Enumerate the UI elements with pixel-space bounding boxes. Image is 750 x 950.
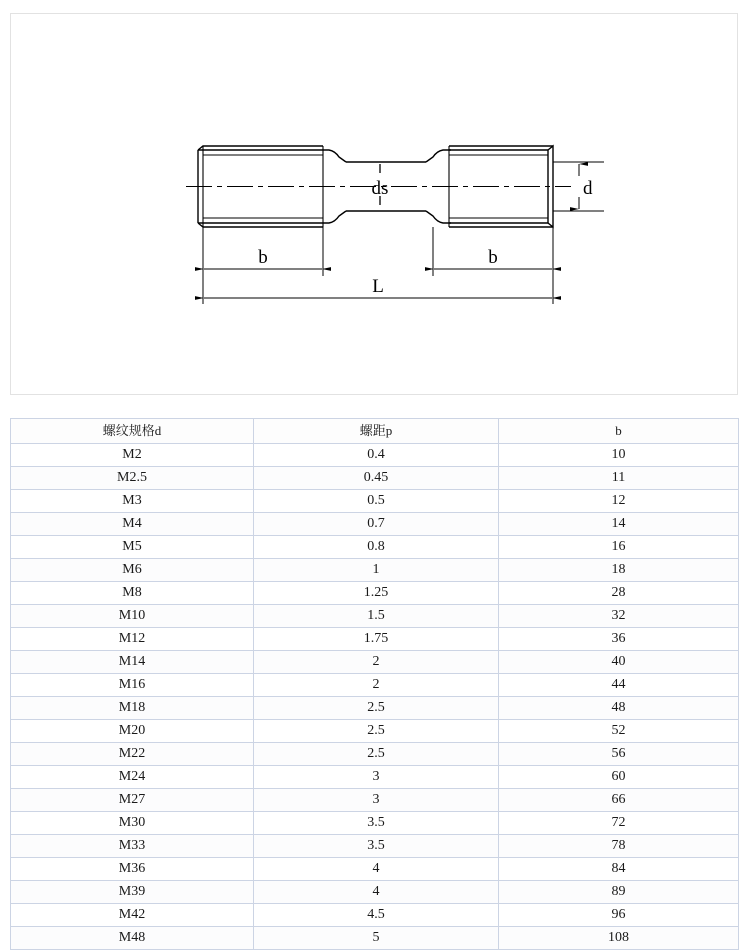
column-header-thread-spec: [11, 419, 254, 444]
cell-b: 12: [499, 490, 739, 513]
cell-b: 89: [499, 881, 739, 904]
drawing-panel: [10, 13, 738, 395]
cell-p: 2: [254, 674, 499, 697]
cell-b: 108: [499, 927, 739, 950]
cell-d: M2.5: [11, 467, 254, 490]
cell-d: M42: [11, 904, 254, 927]
cell-b: 36: [499, 628, 739, 651]
cell-p: 3: [254, 789, 499, 812]
cell-p: 1.5: [254, 605, 499, 628]
cell-d: M3: [11, 490, 254, 513]
thread-spec-table: [10, 418, 739, 950]
cell-d: M10: [11, 605, 254, 628]
cell-b: 18: [499, 559, 739, 582]
spec-table-container: [10, 418, 738, 950]
table-row: [11, 697, 739, 720]
table-row: [11, 536, 739, 559]
cell-b: 14: [499, 513, 739, 536]
table-row: [11, 628, 739, 651]
cell-d: M30: [11, 812, 254, 835]
cell-p: 5: [254, 927, 499, 950]
L-label: L: [372, 276, 384, 297]
table-row: [11, 927, 739, 950]
cell-b: 72: [499, 812, 739, 835]
cell-d: M2: [11, 444, 254, 467]
cell-d: M33: [11, 835, 254, 858]
table-row: [11, 582, 739, 605]
cell-b: 10: [499, 444, 739, 467]
cell-d: M48: [11, 927, 254, 950]
cell-d: M39: [11, 881, 254, 904]
column-header-thread-spec-sub: d: [154, 423, 162, 438]
table-row: [11, 559, 739, 582]
table-body: [11, 444, 739, 950]
cell-b: 11: [499, 467, 739, 490]
cell-b: 44: [499, 674, 739, 697]
cell-p: 1.75: [254, 628, 499, 651]
table-row: [11, 674, 739, 697]
column-header-thread-spec-cn: 螺纹规格: [102, 424, 155, 439]
cell-p: 2.5: [254, 720, 499, 743]
cell-p: 0.4: [254, 444, 499, 467]
cell-d: M6: [11, 559, 254, 582]
cell-p: 4: [254, 881, 499, 904]
cell-b: 28: [499, 582, 739, 605]
cell-d: M5: [11, 536, 254, 559]
cell-d: M27: [11, 789, 254, 812]
column-header-pitch-cn: 螺距: [359, 424, 386, 439]
table-row: [11, 605, 739, 628]
cell-d: M12: [11, 628, 254, 651]
table-row: [11, 835, 739, 858]
table-row: [11, 743, 739, 766]
table-row: [11, 789, 739, 812]
cell-d: M24: [11, 766, 254, 789]
cell-d: M20: [11, 720, 254, 743]
column-header-b-sub: b: [615, 423, 622, 438]
cell-b: 52: [499, 720, 739, 743]
cell-p: 0.8: [254, 536, 499, 559]
cell-b: 16: [499, 536, 739, 559]
cell-b: 40: [499, 651, 739, 674]
cell-p: 2.5: [254, 697, 499, 720]
cell-d: M36: [11, 858, 254, 881]
cell-p: 3: [254, 766, 499, 789]
cell-b: 32: [499, 605, 739, 628]
cell-b: 56: [499, 743, 739, 766]
cell-b: 60: [499, 766, 739, 789]
cell-p: 1: [254, 559, 499, 582]
cell-d: M14: [11, 651, 254, 674]
table-row: [11, 490, 739, 513]
table-row: [11, 858, 739, 881]
cell-b: 66: [499, 789, 739, 812]
table-row: [11, 904, 739, 927]
column-header-pitch-sub: p: [385, 423, 393, 438]
cell-p: 0.5: [254, 490, 499, 513]
cell-b: 96: [499, 904, 739, 927]
table-row: [11, 467, 739, 490]
cell-b: 84: [499, 858, 739, 881]
cell-p: 3.5: [254, 812, 499, 835]
table-row: [11, 881, 739, 904]
cell-p: 2.5: [254, 743, 499, 766]
cell-p: 1.25: [254, 582, 499, 605]
cell-d: M4: [11, 513, 254, 536]
cell-d: M8: [11, 582, 254, 605]
cell-p: 0.7: [254, 513, 499, 536]
technical-drawing: [11, 14, 739, 396]
ds-label: ds: [371, 178, 389, 199]
table-row: [11, 444, 739, 467]
b-label-right: b: [488, 247, 498, 268]
cell-d: M22: [11, 743, 254, 766]
cell-p: 2: [254, 651, 499, 674]
table-row: [11, 651, 739, 674]
d-label: d: [583, 178, 593, 199]
cell-p: 4: [254, 858, 499, 881]
cell-p: 4.5: [254, 904, 499, 927]
cell-p: 0.45: [254, 467, 499, 490]
table-row: [11, 720, 739, 743]
column-header-b: [499, 419, 739, 444]
table-header-row: [11, 419, 739, 444]
cell-b: 48: [499, 697, 739, 720]
b-label-left: b: [258, 247, 268, 268]
cell-b: 78: [499, 835, 739, 858]
table-row: [11, 812, 739, 835]
cell-d: M18: [11, 697, 254, 720]
table-row: [11, 513, 739, 536]
table-row: [11, 766, 739, 789]
column-header-pitch: [254, 419, 499, 444]
cell-p: 3.5: [254, 835, 499, 858]
cell-d: M16: [11, 674, 254, 697]
